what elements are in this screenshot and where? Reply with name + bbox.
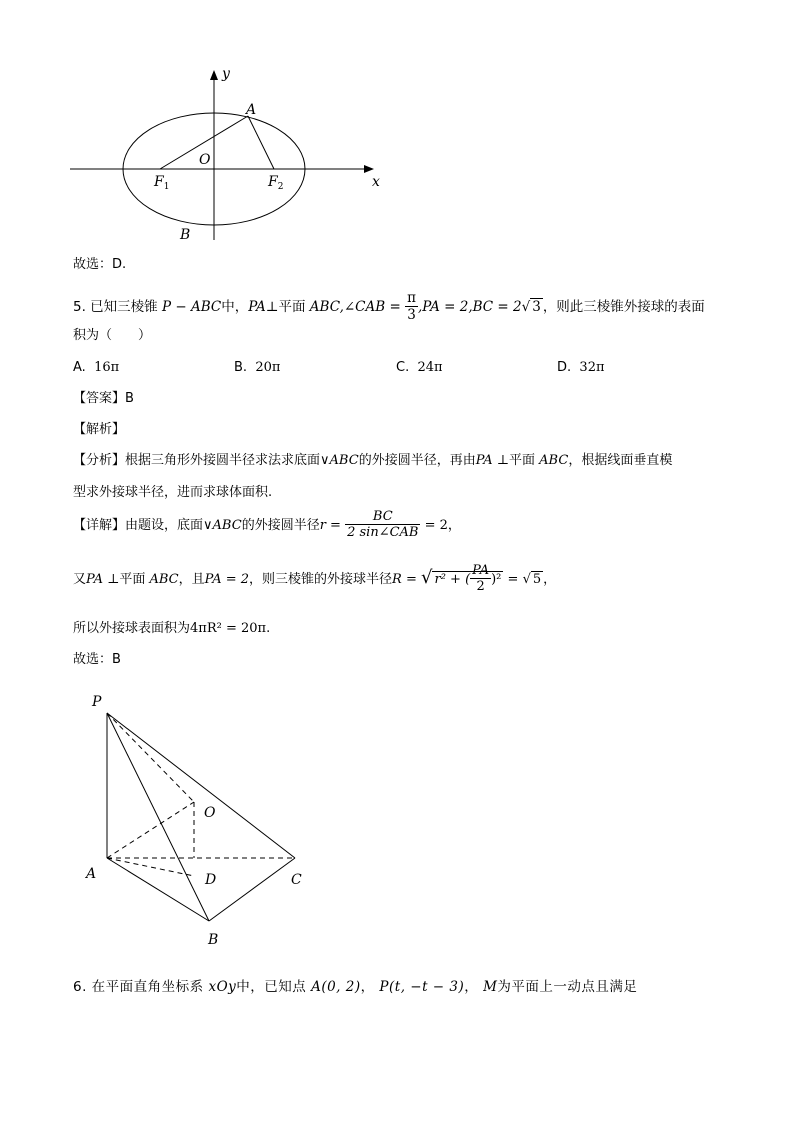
label-f2: $F_2$ bbox=[268, 174, 284, 192]
analysis-tag: 【解析】 bbox=[73, 422, 126, 437]
circumradius-fraction: $\frac{BC}{\text{2 sin∠CAB}}$ bbox=[347, 509, 419, 541]
text: ，则三棱锥的外接球半径 bbox=[249, 571, 393, 587]
option-a[interactable]: A. 16π bbox=[73, 360, 120, 375]
tetrahedron-name: P − ABC bbox=[161, 299, 222, 316]
pa-perp: PA ⊥ bbox=[86, 571, 120, 587]
text: ， bbox=[447, 517, 461, 533]
pa: PA bbox=[248, 299, 266, 316]
text: ， bbox=[464, 979, 479, 995]
text: 根据三角形外接圆半径求法求底面 bbox=[125, 453, 321, 468]
condition-1: ABC,∠CAB = bbox=[309, 299, 401, 316]
point-d: D bbox=[205, 872, 217, 888]
previous-answer: 故选：D. bbox=[73, 257, 127, 272]
point-o: O bbox=[204, 805, 216, 821]
q6-number: 6. 在平面直角坐标系 bbox=[73, 979, 204, 995]
label-b: B bbox=[180, 227, 191, 243]
plane-text: 平面 bbox=[278, 299, 306, 316]
xoy: xOy bbox=[208, 979, 237, 995]
text: 又 bbox=[73, 571, 87, 587]
answer-value: B bbox=[125, 391, 134, 406]
text: ，且 bbox=[178, 571, 205, 587]
segment-po-dashed bbox=[107, 713, 194, 802]
segment-ad-dashed bbox=[107, 858, 194, 876]
vertex-p: P bbox=[92, 694, 102, 710]
xiangjie-tag: 【详解】 bbox=[73, 517, 126, 533]
label-a: A bbox=[246, 102, 257, 118]
label-y: y bbox=[222, 66, 230, 82]
text: 的外接圆半径 bbox=[241, 517, 320, 533]
ellipse-figure bbox=[60, 60, 400, 250]
vertex-c: C bbox=[291, 872, 302, 888]
r-big-eq: R = bbox=[392, 571, 417, 587]
fenxi-line bbox=[73, 453, 672, 469]
text: 中，已知点 bbox=[236, 979, 307, 995]
vertex-b: B bbox=[208, 932, 219, 948]
vertex-a: A bbox=[86, 866, 97, 882]
fenxi-line2: 型求外接球半径，进而求球体面积. bbox=[73, 485, 273, 500]
edge-pc bbox=[107, 713, 295, 858]
eq: = bbox=[507, 571, 519, 587]
sphere-radius-line: 又PA ⊥平面 ABC，且PA = 2，则三棱锥的外接球半径R = √ r² + ( $\frac{PA}{2}$ )² = √ 5 ， bbox=[73, 563, 557, 595]
q5-stem-line2: 积为（ ） bbox=[73, 328, 152, 343]
text: 的外接圆半径，再由 bbox=[358, 453, 476, 468]
triangle-abc: ∨ABC bbox=[320, 453, 359, 468]
xiangjie-line bbox=[73, 510, 461, 541]
text: ， bbox=[543, 571, 557, 587]
point-a: A(0, 2) bbox=[311, 979, 361, 995]
pa-perp: PA ⊥ bbox=[475, 453, 510, 468]
surface-area-expr: 4πR² = 20π bbox=[190, 621, 267, 636]
text: ，根据线面垂直模 bbox=[568, 453, 673, 468]
fenxi-tag: 【分析】 bbox=[73, 453, 126, 468]
point-p: P(t, −t − 3) bbox=[379, 979, 465, 995]
text: 为平面上一动点且满足 bbox=[497, 979, 638, 995]
label-f1: $F_1$ bbox=[154, 174, 170, 192]
point-m: M bbox=[483, 979, 498, 995]
tetrahedron-figure bbox=[80, 688, 320, 950]
segment-a-f2 bbox=[248, 116, 274, 169]
sqrt-5: 5 bbox=[532, 571, 542, 587]
text: ， bbox=[360, 979, 375, 995]
abc: ABC bbox=[149, 571, 179, 587]
edge-bc bbox=[209, 858, 295, 921]
pa-eq-2: PA = 2 bbox=[204, 571, 250, 587]
text: 中， bbox=[221, 299, 249, 316]
segment-ao-dashed bbox=[107, 802, 194, 858]
option-c[interactable]: C. 24π bbox=[396, 360, 443, 375]
radical-expression: r² + ( $\frac{PA}{2}$ )² bbox=[434, 563, 502, 595]
text: 由题设，底面 bbox=[125, 517, 204, 533]
label-x: x bbox=[372, 174, 380, 190]
option-b[interactable]: B. 20π bbox=[234, 360, 281, 375]
q5-stem: 5. 已知三棱锥 P − ABC中，PA⊥平面 ABC,∠CAB = $\frac{\pi}{3}$ ,PA = 2,BC = 2√ 3 ，则此三棱锥外接球的表面 bbox=[73, 290, 705, 323]
text: . bbox=[266, 621, 271, 636]
answer-line bbox=[73, 391, 134, 407]
q5-number: 5. 已知三棱锥 bbox=[73, 299, 158, 316]
q6-stem bbox=[73, 979, 637, 995]
abc: ABC bbox=[539, 453, 569, 468]
label-o: O bbox=[199, 152, 211, 168]
eq-2: = 2 bbox=[424, 517, 448, 533]
triangle-abc: ∨ABC bbox=[203, 517, 242, 533]
answer-tag: 【答案】 bbox=[73, 391, 126, 406]
r-eq: r = bbox=[319, 517, 341, 533]
text: 平面 bbox=[119, 571, 146, 587]
option-d[interactable]: D. 32π bbox=[557, 360, 605, 375]
y-axis-arrow bbox=[210, 70, 218, 80]
final-answer: 故选：B bbox=[73, 652, 121, 667]
condition-2: ,PA = 2,BC = 2 bbox=[417, 299, 522, 316]
text: 平面 bbox=[509, 453, 536, 468]
pi-over-3: $\frac{\pi}{3}$ bbox=[407, 290, 416, 323]
sqrt-3: 3 bbox=[532, 299, 541, 316]
perp-symbol: ⊥ bbox=[265, 299, 279, 316]
x-axis-arrow bbox=[364, 165, 374, 173]
text: 所以外接球表面积为 bbox=[73, 621, 191, 636]
q5-tail: ，则此三棱锥外接球的表面 bbox=[542, 299, 705, 316]
surface-area-line bbox=[73, 621, 270, 637]
